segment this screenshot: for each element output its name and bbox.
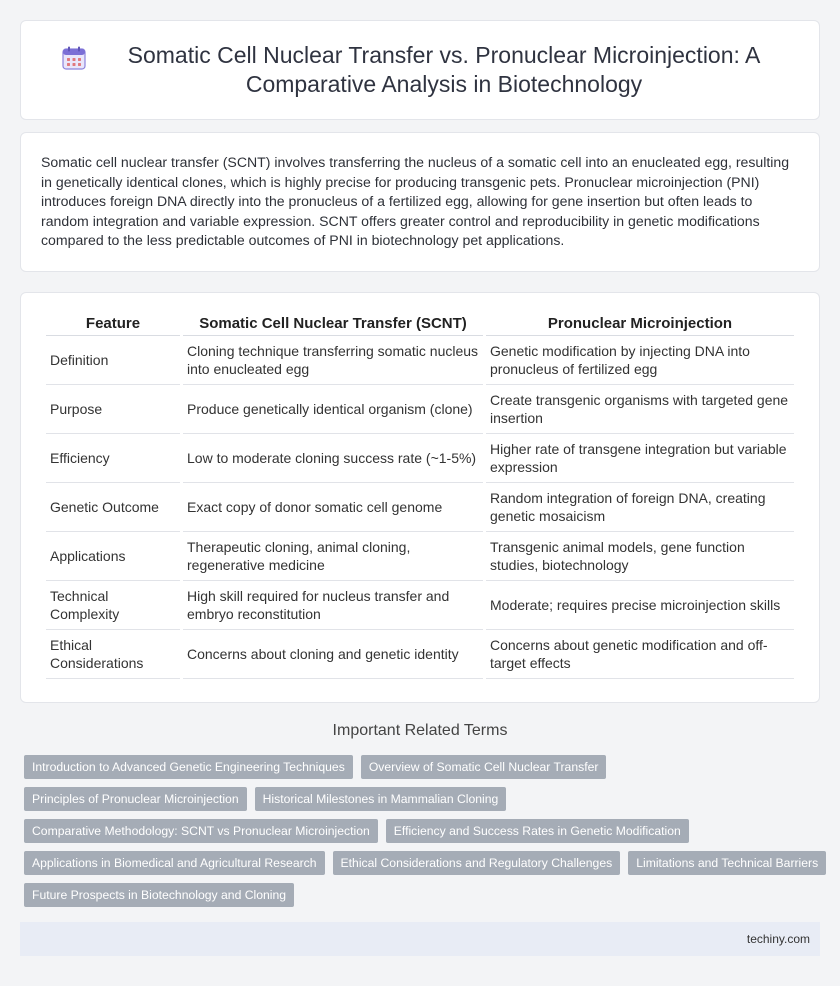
- row-feature: Applications: [46, 532, 180, 581]
- row-feature: Efficiency: [46, 434, 180, 483]
- row-pronuclear: Transgenic animal models, gene function studies, biotechnology: [486, 532, 794, 581]
- row-feature: Genetic Outcome: [46, 483, 180, 532]
- tag-row: [24, 787, 824, 811]
- table-row: [46, 630, 794, 679]
- footer: [20, 922, 820, 956]
- footer-site-link[interactable]: techiny.com: [746, 932, 810, 946]
- related-terms-heading: Important Related Terms: [332, 722, 508, 739]
- table-row: [46, 581, 794, 630]
- title-wrap: [61, 41, 779, 99]
- row-scnt: Produce genetically identical organism (clone): [183, 385, 483, 434]
- row-pronuclear: Create transgenic organisms with targeted gene insertion: [486, 385, 794, 434]
- row-scnt: Exact copy of donor somatic cell genome: [183, 483, 483, 532]
- row-feature: Purpose: [46, 385, 180, 434]
- related-terms-list: [24, 755, 824, 915]
- row-scnt: Therapeutic cloning, animal cloning, regenerative medicine: [183, 532, 483, 581]
- row-feature: Technical Complexity: [46, 581, 180, 630]
- header-feature: Feature: [46, 310, 180, 336]
- row-scnt: High skill required for nucleus transfer and embryo reconstitution: [183, 581, 483, 630]
- related-term-tag[interactable]: Limitations and Technical Barriers: [628, 851, 826, 875]
- table-row: [46, 483, 794, 532]
- related-term-tag[interactable]: Overview of Somatic Cell Nuclear Transfer: [361, 755, 607, 779]
- comparison-table: [43, 310, 797, 679]
- related-term-tag[interactable]: Historical Milestones in Mammalian Cloning: [255, 787, 507, 811]
- header-pronuclear: Pronuclear Microinjection: [486, 310, 794, 336]
- row-pronuclear: Higher rate of transgene integration but variable expression: [486, 434, 794, 483]
- row-pronuclear: Concerns about genetic modification and off-target effects: [486, 630, 794, 679]
- summary-card: [20, 132, 820, 272]
- table-row: [46, 385, 794, 434]
- calendar-icon: [61, 45, 87, 71]
- row-scnt: Cloning technique transferring somatic nucleus into enucleated egg: [183, 336, 483, 385]
- related-term-tag[interactable]: Applications in Biomedical and Agricultural Research: [24, 851, 325, 875]
- comparison-table-card: [20, 292, 820, 703]
- row-feature: Definition: [46, 336, 180, 385]
- row-feature: Ethical Considerations: [46, 630, 180, 679]
- page-title: Somatic Cell Nuclear Transfer vs. Pronuclear Microinjection: A Comparative Analysis in Biotechnology: [127, 42, 761, 97]
- header-scnt: Somatic Cell Nuclear Transfer (SCNT): [183, 310, 483, 336]
- tag-row: [24, 819, 824, 843]
- row-scnt: Low to moderate cloning success rate (~1-5%): [183, 434, 483, 483]
- row-pronuclear: Random integration of foreign DNA, creating genetic mosaicism: [486, 483, 794, 532]
- related-term-tag[interactable]: Introduction to Advanced Genetic Engineering Techniques: [24, 755, 353, 779]
- related-term-tag[interactable]: Comparative Methodology: SCNT vs Pronuclear Microinjection: [24, 819, 378, 843]
- related-term-tag[interactable]: Ethical Considerations and Regulatory Challenges: [333, 851, 621, 875]
- row-scnt: Concerns about cloning and genetic identity: [183, 630, 483, 679]
- table-row: [46, 532, 794, 581]
- row-pronuclear: Moderate; requires precise microinjection skills: [486, 581, 794, 630]
- table-header-row: [46, 310, 794, 336]
- title-card: [20, 20, 820, 120]
- tag-row: [24, 883, 824, 907]
- related-term-tag[interactable]: Future Prospects in Biotechnology and Cloning: [24, 883, 294, 907]
- tag-row: [24, 755, 824, 779]
- row-pronuclear: Genetic modification by injecting DNA into pronucleus of fertilized egg: [486, 336, 794, 385]
- table-row: [46, 434, 794, 483]
- table-row: [46, 336, 794, 385]
- related-term-tag[interactable]: Efficiency and Success Rates in Genetic Modification: [386, 819, 689, 843]
- tag-row: [24, 851, 824, 875]
- summary-text: Somatic cell nuclear transfer (SCNT) involves transferring the nucleus of a somatic cell into an enucleated egg, resulting in genetically identical clones, which is highly precise for producing transgenic pets. Pronuclear microinjection (PNI) introduces foreign DNA directly into the pronucleus of a fertilized egg, allowing for gene insertion but often leads to random integration and variable expression. SCNT offers greater control and reproducibility in genetic modifications compared to the less predictable outcomes of PNI in biotechnology pet applications.: [41, 154, 790, 248]
- related-term-tag[interactable]: Principles of Pronuclear Microinjection: [24, 787, 247, 811]
